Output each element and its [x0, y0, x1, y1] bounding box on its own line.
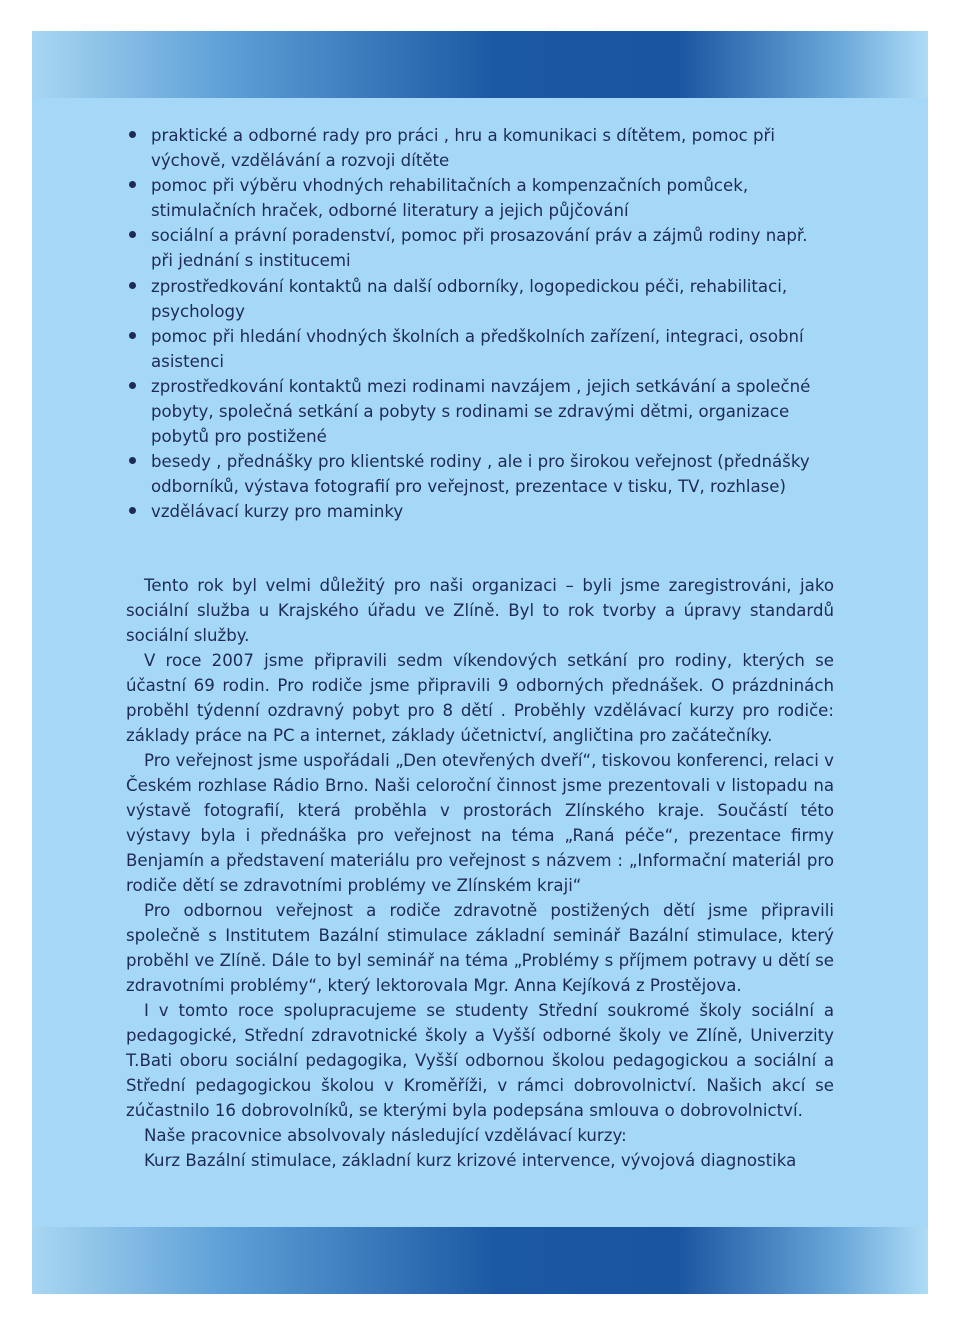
list-item	[126, 223, 834, 273]
bullet-dot-icon	[129, 332, 136, 339]
paragraph: Pro odbornou veřejnost a rodiče zdravotně postižených dětí jsme připravili společně s Institutem Bazální stimulace základní seminář Bazální stimulace, který proběhl ve Zlíně. Dále to byl seminář na téma „Problémy s příjmem potravy u dětí se zdravotními problémy“, který lektorovala Mgr. Anna Kejíková z Prostějova.	[126, 900, 834, 995]
paragraph: Pro veřejnost jsme uspořádali „Den otevřených dveří“, tiskovou konferenci, relaci v Českém rozhlase Rádio Brno. Naši celoroční činnost jsme prezentovali v listopadu na výstavě fotografií, která proběhla v prostorách Zlínského kraje. Součástí této výstavy byla i přednáška pro veřejnost na téma „Raná péče“, prezentace firmy Benjamín a představení materiálu pro veřejnost s názvem : „Informační materiál pro rodiče dětí se zdravotními problémy ve Zlínském kraji“	[126, 750, 834, 895]
list-item	[126, 374, 834, 449]
list-item-text: zprostředkování kontaktů mezi rodinami navzájem , jejich setkávání a společné pobyty, společná setkání a pobyty s rodinami se zdravými dětmi, organizace pobytů pro postižené	[151, 376, 811, 447]
list-item-text: pomoc při hledání vhodných školních a předškolních zařízení, integraci, osobní asistenci	[151, 326, 804, 371]
list-item	[126, 274, 834, 324]
list-item	[126, 324, 834, 374]
list-item-text: besedy , přednášky pro klientské rodiny , ale i pro širokou veřejnost (přednášky odborníků, výstava fotografií pro veřejnost, prezentace v tisku, TV, rozhlase)	[151, 452, 810, 497]
list-item	[126, 173, 834, 223]
page-content	[126, 123, 834, 1173]
services-list	[126, 123, 834, 525]
bullet-dot-icon	[129, 382, 136, 389]
bullet-dot-icon	[129, 231, 136, 238]
list-item	[126, 449, 834, 499]
paragraph: I v tomto roce spolupracujeme se studenty Střední soukromé školy sociální a pedagogické, Střední zdravotnické školy a Vyšší odborné školy ve Zlíně, Univerzity T.Bati oboru sociální pedagogika, Vyšší odbornou školou pedagogickou a sociální a Střední pedagogickou školou v Kroměříži, v rámci dobrovolnictví. Našich akcí se zúčastnilo 16 dobrovolníků, se kterými byla podepsána smlouva o dobrovolnictví.	[126, 1000, 834, 1120]
bullet-dot-icon	[129, 181, 136, 188]
list-item	[126, 123, 834, 173]
list-item-text: praktické a odborné rady pro práci , hru a komunikaci s dítětem, pomoc při výchově, vzdělávání a rozvoji dítěte	[151, 126, 775, 171]
bullet-dot-icon	[129, 457, 136, 464]
list-item-text: zprostředkování kontaktů na další odborníky, logopedickou péči, rehabilitaci, psychology	[151, 276, 788, 321]
bullet-dot-icon	[129, 507, 136, 514]
brochure-page	[32, 31, 928, 1294]
paragraph: Tento rok byl velmi důležitý pro naši organizaci – byli jsme zaregistrováni, jako sociální služba u Krajského úřadu ve Zlíně. Byl to rok tvorby a úpravy standardů sociální služby.	[126, 575, 834, 645]
list-item-text: sociální a právní poradenství, pomoc při prosazování práv a zájmů rodiny např. při jednání s institucemi	[151, 226, 808, 271]
bullet-dot-icon	[129, 282, 136, 289]
paragraph: Kurz Bazální stimulace, základní kurz krizové intervence, vývojová diagnostika	[144, 1150, 797, 1170]
list-item-text: vzdělávací kurzy pro maminky	[151, 502, 404, 522]
annual-report-text	[126, 573, 834, 1173]
paragraph: Naše pracovnice absolvovaly následující vzdělávací kurzy:	[144, 1125, 627, 1145]
list-item-text: pomoc při výběru vhodných rehabilitačních a kompenzačních pomůcek, stimulačních hraček, odborné literatury a jejich půjčování	[151, 176, 749, 221]
top-decorative-band	[32, 31, 928, 98]
bottom-decorative-band	[32, 1227, 928, 1294]
paragraph: V roce 2007 jsme připravili sedm víkendových setkání pro rodiny, kterých se účastní 69 rodin. Pro rodiče jsme připravili 9 odborných přednášek. O prázdninách proběhl týdenní ozdravný pobyt pro 8 dětí . Proběhly vzdělávací kurzy pro rodiče: základy práce na PC a internet, základy účetnictví, angličtina pro začátečníky.	[126, 650, 834, 745]
bullet-dot-icon	[129, 131, 136, 138]
list-item	[126, 499, 834, 524]
